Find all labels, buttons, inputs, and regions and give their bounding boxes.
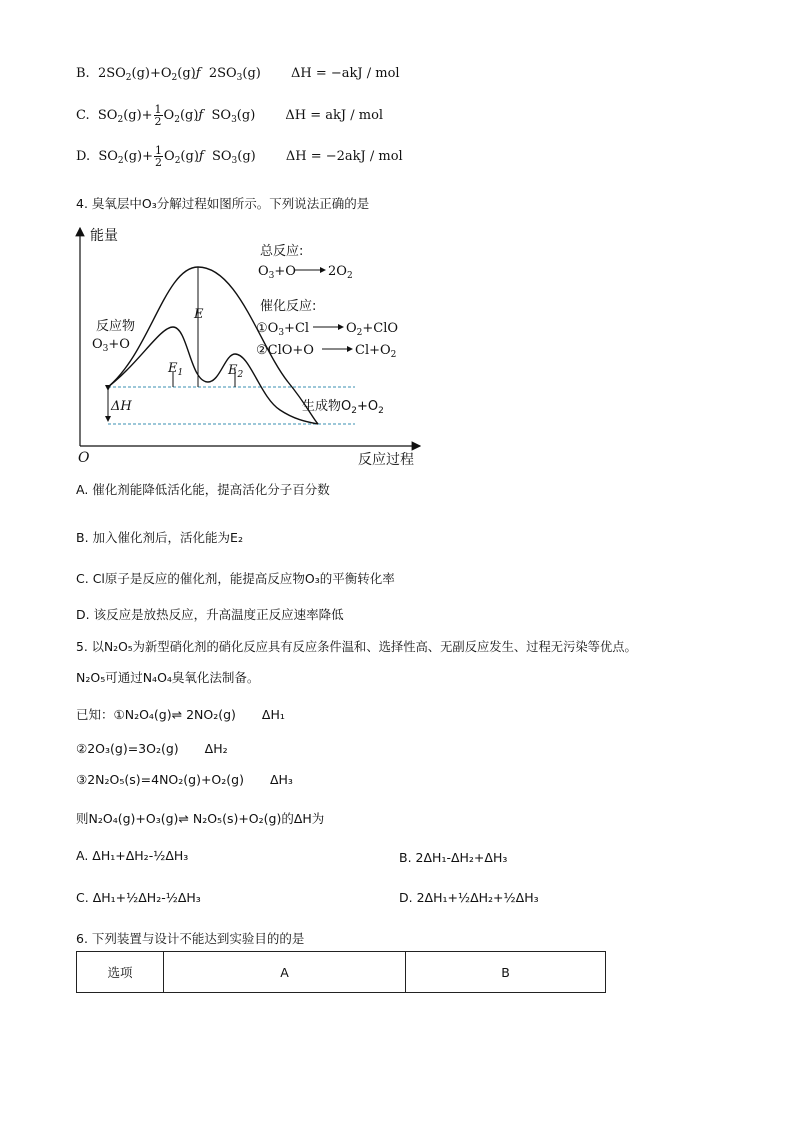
q3-option-b: B. $2SO_2(g)+O_2(g)ƒ$ $2SO_3(g) \Delta H = -akJ$ / mol — [76, 66, 400, 83]
q3-option-d: D. $SO_2(g)+$ $\frac{1}{2}$ $O_2(g)ƒ$ $SO_3(g) \Delta H = -2akJ$ / mol — [76, 144, 403, 169]
q5-eq2: ②2O₃(g)=3O₂(g) ΔH₂ — [76, 741, 228, 756]
product-label: 生成物$O_2+O_2$ — [302, 399, 384, 416]
x-axis-label: 反应过程 — [358, 452, 414, 468]
reactant-formula: $O_3+O$ — [92, 337, 130, 354]
step2-left: ②ClO+O — [256, 343, 314, 358]
q6-stem: 6. 下列装置与设计不能达到实验目的的是 — [76, 931, 305, 946]
e-label: E — [194, 307, 204, 322]
catalytic-title: 催化反应: — [260, 299, 317, 314]
q4-option-a: A. 催化剂能降低活化能，提高活化分子百分数 — [76, 482, 330, 497]
reactant-label: 反应物 — [96, 319, 136, 334]
q5-stem-line1: 5. 以N₂O₅为新型硝化剂的硝化反应具有反应条件温和、选择性高、无副反应发生、过程无污染等优点。 — [76, 640, 637, 654]
dh-label: ΔH — [111, 399, 132, 414]
q5-ask: 则N₂O₄(g)+O₃(g)⇌ N₂O₅(s)+O₂(g)的ΔH为 — [76, 811, 325, 826]
q4-option-c: C. Cl原子是反应的催化剂，能提高反应物O₃的平衡转化率 — [76, 571, 395, 586]
step2-right: $Cl+O_2$ — [355, 343, 397, 360]
overall-title: 总反应: — [260, 244, 304, 259]
q5-option-d: D. 2ΔH₁+½ΔH₂+½ΔH₃ — [399, 890, 539, 905]
q5-eq3: ③2N₂O₅(s)=4NO₂(g)+O₂(g) ΔH₃ — [76, 772, 293, 787]
q5-eq1: 已知：①N₂O₄(g)⇌ 2NO₂(g) ΔH₁ — [76, 707, 285, 722]
catalyzed-curve — [108, 327, 318, 424]
q5-option-a: A. ΔH₁+ΔH₂-½ΔH₃ — [76, 848, 189, 863]
q4-stem: 4. 臭氧层中O₃分解过程如图所示。下列说法正确的是 — [76, 196, 370, 211]
step1-right: $O_2+ClO$ — [346, 321, 399, 338]
q3-option-c: C. $SO_2(g)+$ $\frac{1}{2}$ $O_2(g)ƒ$ $SO_3(g) \Delta H$ = akJ / mol — [76, 103, 384, 128]
q4-option-b: B. 加入催化剂后，活化能为E₂ — [76, 530, 243, 545]
step1-left: $①O_3+Cl$ — [256, 321, 310, 338]
table-header-cell: B — [406, 952, 606, 993]
q5-option-b: B. 2ΔH₁-ΔH₂+ΔH₃ — [399, 850, 508, 865]
table-header-cell: 选项 — [77, 952, 164, 993]
overall-right: $2O_2$ — [328, 264, 353, 281]
q5-option-c: C. ΔH₁+½ΔH₂-½ΔH₃ — [76, 890, 201, 905]
y-axis-label: 能量 — [90, 228, 118, 244]
table-row — [77, 952, 606, 993]
q5-stem-line2: N₂O₅可通过N₄O₄臭氧化法制备。 — [76, 670, 260, 685]
q4-option-d: D. 该反应是放热反应，升高温度正反应速率降低 — [76, 607, 344, 622]
table-header-cell: A — [164, 952, 406, 993]
energy-diagram — [70, 222, 430, 472]
overall-left: $O_3+O$ — [258, 264, 296, 281]
q6-table — [76, 951, 606, 993]
q3-option-b-dh: ΔH = −akJ / mol — [291, 66, 400, 81]
q3-option-c-dh: ΔH = akJ / mol — [285, 108, 384, 123]
e1-label: $E_1$ — [168, 361, 184, 378]
origin-label: O — [78, 450, 90, 466]
q3-option-d-dh: ΔH = −2akJ / mol — [285, 149, 403, 164]
e2-label: $E_2$ — [228, 363, 244, 380]
